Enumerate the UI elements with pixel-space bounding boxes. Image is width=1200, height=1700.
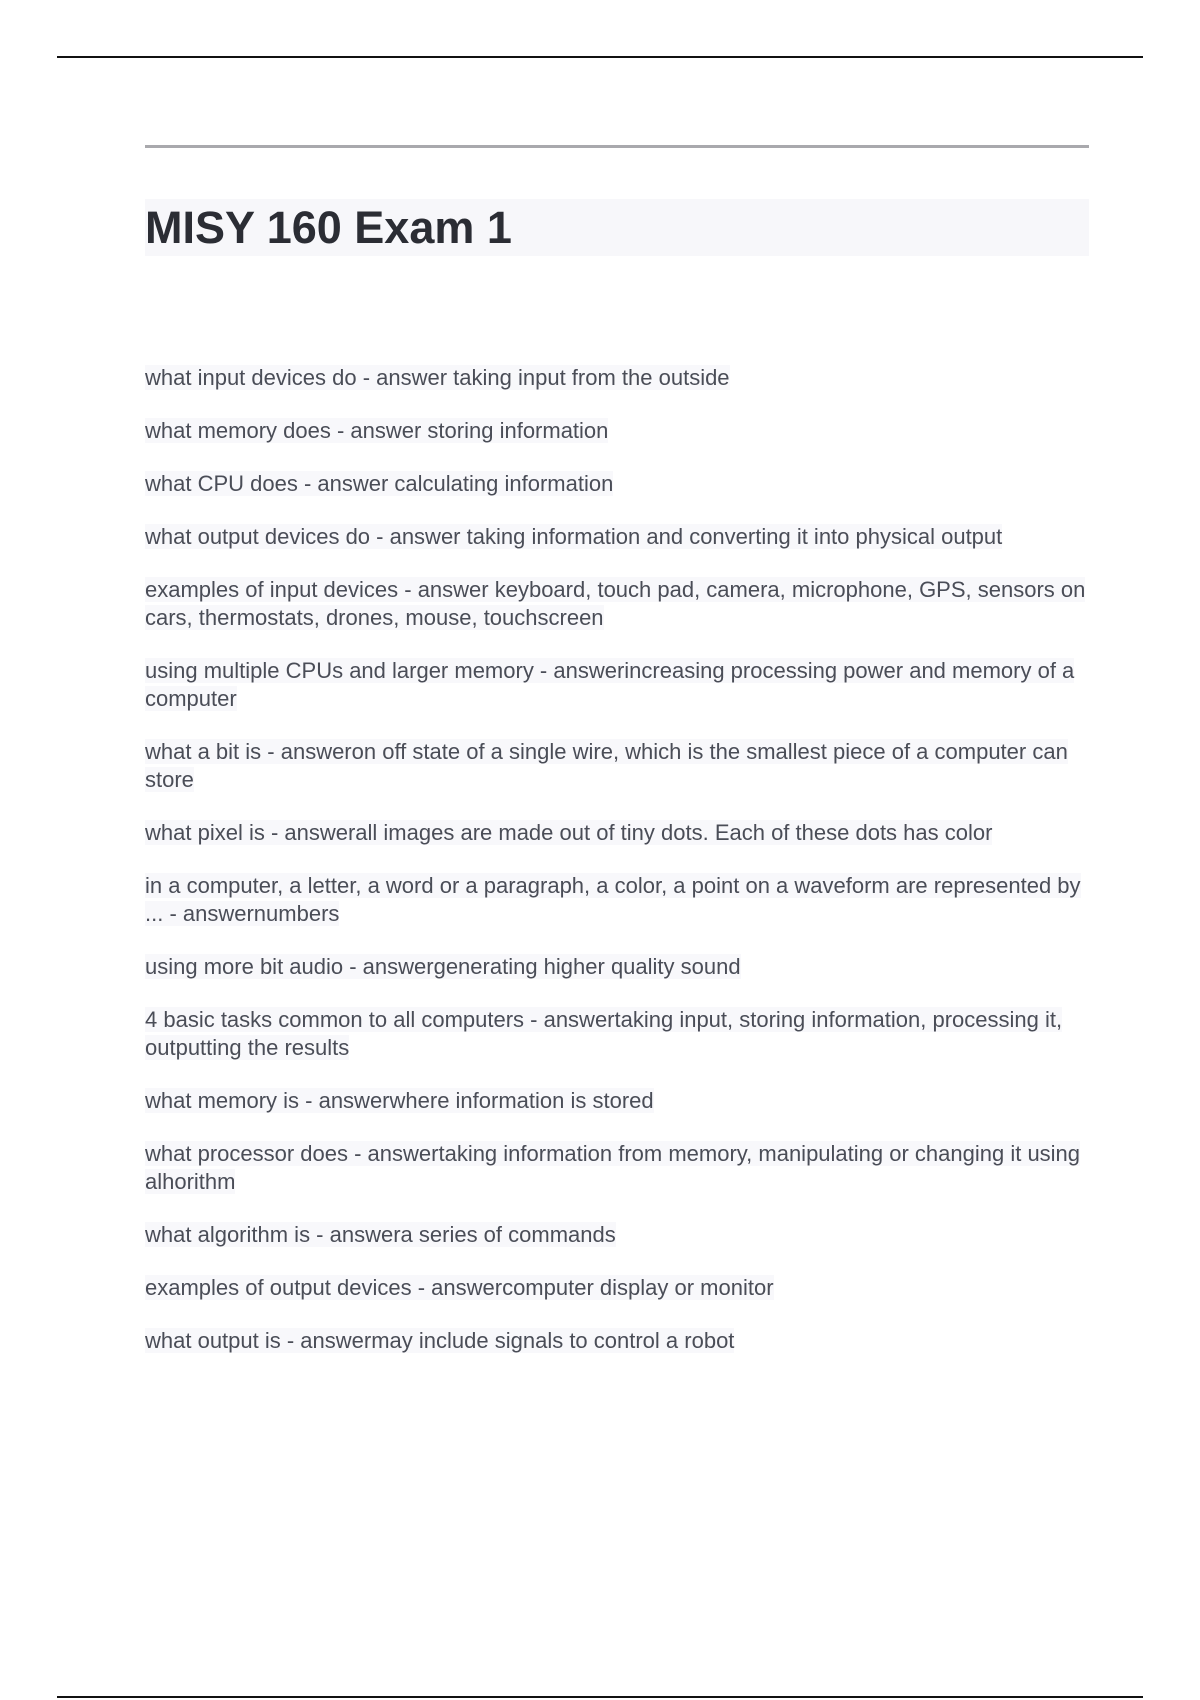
qa-text: what output devices do - answer taking information and converting it into physical output <box>145 524 1003 549</box>
list-item <box>145 576 1089 632</box>
list-item <box>145 872 1089 928</box>
qa-text: using multiple CPUs and larger memory - answerincreasing processing power and memory of a computer <box>145 658 1075 711</box>
qa-text: examples of input devices - answer keyboard, touch pad, camera, microphone, GPS, sensors on cars, thermostats, drones, mouse, touchscreen <box>145 577 1086 630</box>
qa-text: what a bit is - answeron off state of a single wire, which is the smallest piece of a computer can store <box>145 739 1068 792</box>
qa-list <box>145 364 1089 1355</box>
qa-text: what input devices do - answer taking input from the outside <box>145 365 730 390</box>
document-title: MISY 160 Exam 1 <box>145 202 512 253</box>
list-item <box>145 1006 1089 1062</box>
list-item <box>145 523 1089 551</box>
list-item <box>145 657 1089 713</box>
qa-text: 4 basic tasks common to all computers - answertaking input, storing information, processing it, outputting the results <box>145 1007 1063 1060</box>
list-item <box>145 819 1089 847</box>
qa-text: what memory is - answerwhere information is stored <box>145 1088 654 1113</box>
list-item <box>145 738 1089 794</box>
qa-text: in a computer, a letter, a word or a paragraph, a color, a point on a waveform are represented by ... - answernumbers <box>145 873 1081 926</box>
page-top-rule <box>57 56 1143 58</box>
qa-text: what pixel is - answerall images are made out of tiny dots. Each of these dots has color <box>145 820 993 845</box>
list-item <box>145 1087 1089 1115</box>
qa-text: what algorithm is - answera series of commands <box>145 1222 616 1247</box>
list-item <box>145 364 1089 392</box>
title-divider <box>145 145 1089 148</box>
document-content <box>145 145 1089 1380</box>
list-item <box>145 1140 1089 1196</box>
qa-text: what processor does - answertaking information from memory, manipulating or changing it using alhorithm <box>145 1141 1081 1194</box>
qa-text: examples of output devices - answercomputer display or monitor <box>145 1275 774 1300</box>
list-item <box>145 1327 1089 1355</box>
list-item <box>145 417 1089 445</box>
list-item <box>145 1221 1089 1249</box>
list-item <box>145 1274 1089 1302</box>
qa-text: what memory does - answer storing information <box>145 418 609 443</box>
title-block <box>145 199 1089 256</box>
qa-text: what output is - answermay include signals to control a robot <box>145 1328 735 1353</box>
list-item <box>145 953 1089 981</box>
page-bottom-rule <box>57 1696 1143 1698</box>
qa-text: what CPU does - answer calculating information <box>145 471 614 496</box>
list-item <box>145 470 1089 498</box>
qa-text: using more bit audio - answergenerating higher quality sound <box>145 954 741 979</box>
